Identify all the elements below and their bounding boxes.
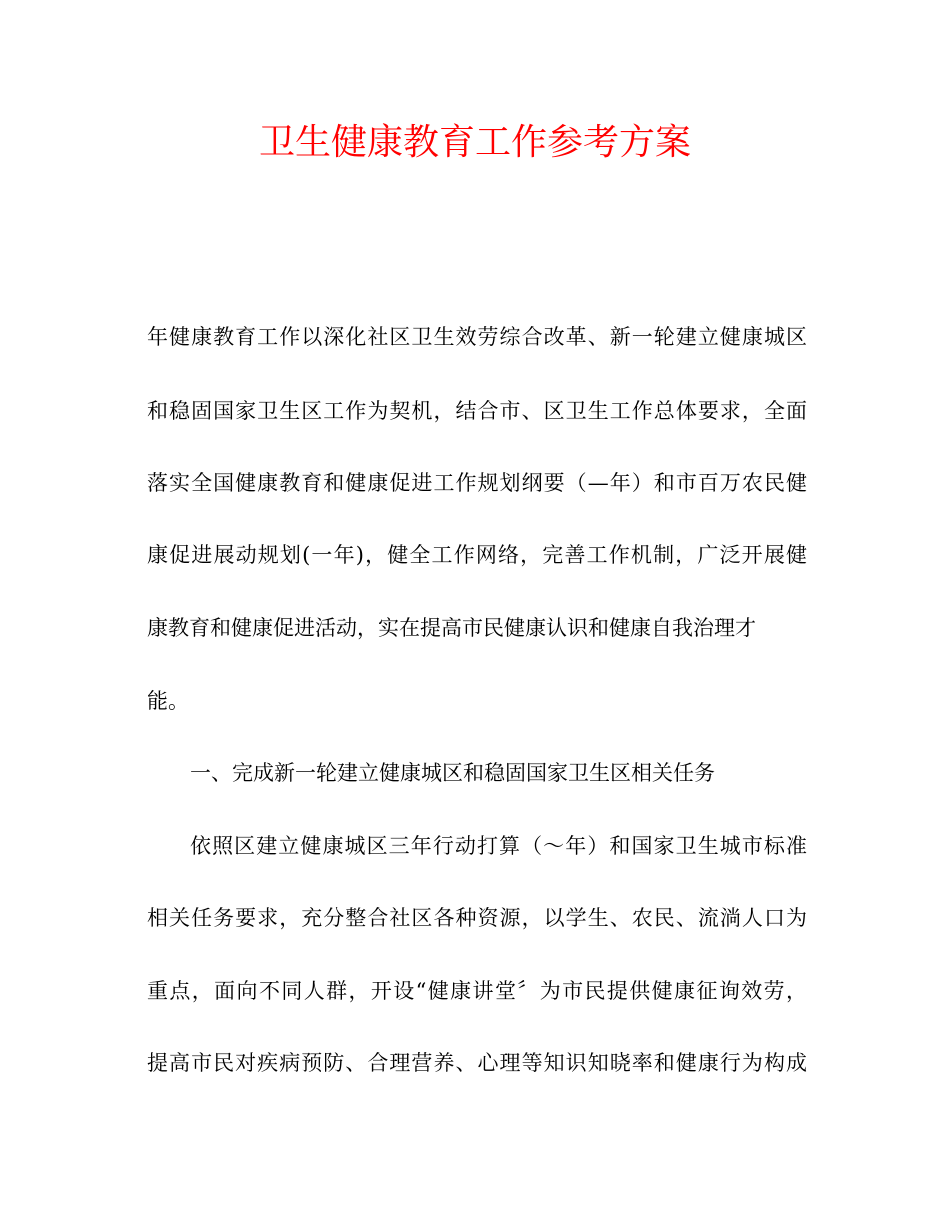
document-title: 卫生健康教育工作参考方案	[258, 122, 691, 163]
paragraph-2-line-1: 依照区建立健康城区三年行动打算（～年）和国家卫生城市标准	[190, 834, 807, 858]
paragraph-1-line-5: 康教育和健康促进活动，实在提高市民健康认识和健康自我治理才	[147, 616, 756, 640]
paragraph-2-line-3: 重点，面向不同人群，开设“健康讲堂〞为市民提供健康征询效劳，	[147, 979, 807, 1003]
paragraph-1-line-6: 能。	[147, 689, 189, 713]
paragraph-1-line-4: 康促进展动规划(一年)，健全工作网络，完善工作机制，广泛开展健	[147, 543, 807, 567]
paragraph-2-line-2: 相关任务要求，充分整合社区各种资源，以学生、农民、流淌人口为	[147, 906, 807, 930]
section-heading-1: 一、完成新一轮建立健康城区和稳固国家卫生区相关任务	[190, 761, 715, 785]
paragraph-1-line-1: 年健康教育工作以深化社区卫生效劳综合改革、新一轮建立健康城区	[147, 325, 807, 349]
paragraph-1-line-3: 落实全国健康教育和健康促进工作规划纲要（—年）和市百万农民健	[147, 471, 807, 495]
paragraph-1-line-2: 和稳固国家卫生区工作为契机，结合市、区卫生工作总体要求，全面	[147, 399, 807, 423]
paragraph-2-line-4: 提高市民对疾病预防、合理营养、心理等知识知晓率和健康行为构成	[147, 1051, 807, 1075]
